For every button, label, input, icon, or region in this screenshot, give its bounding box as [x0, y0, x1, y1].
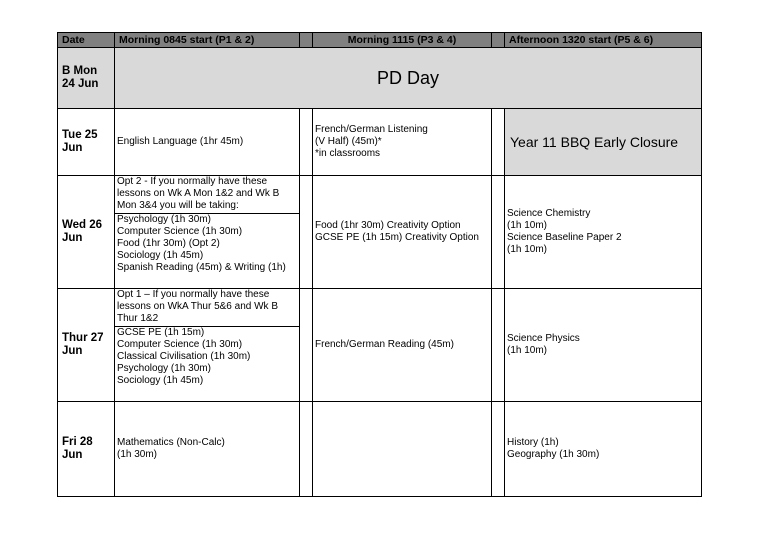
wed-p5-6: Science Chemistry (1h 10m) Science Baseline Paper 2 (1h 10m)	[504, 175, 702, 289]
date-thu: Thur 27 Jun	[57, 288, 115, 402]
tue-p5-6: Year 11 BBQ Early Closure	[504, 108, 702, 176]
wed-spacer-1	[299, 175, 313, 289]
thu-p5-6: Science Physics (1h 10m)	[504, 288, 702, 402]
fri-spacer-1	[299, 401, 313, 497]
header-spacer-1	[299, 32, 313, 48]
exam-timetable	[57, 32, 702, 497]
thu-subject-list: GCSE PE (1h 15m) Computer Science (1h 30m) Classical Civilisation (1h 30m) Psychology (1h 30m) Sociology (1h 45m)	[115, 326, 299, 387]
header-morning-p3-4: Morning 1115 (P3 & 4)	[312, 32, 492, 48]
wed-p1-2	[114, 175, 300, 289]
fri-p3-4	[312, 401, 492, 497]
pd-day-label: PD Day	[376, 67, 439, 88]
fri-spacer-2	[491, 401, 505, 497]
thu-spacer-2	[491, 288, 505, 402]
header-spacer-2	[491, 32, 505, 48]
thu-spacer-1	[299, 288, 313, 402]
fri-p1-2: Mathematics (Non-Calc) (1h 30m)	[114, 401, 300, 497]
wed-subject-list: Psychology (1h 30m) Computer Science (1h 30m) Food (1hr 30m) (Opt 2) Sociology (1h 45m) Spanish Reading (45m) & Writing (1h)	[115, 213, 299, 274]
tue-p1-2: English Language (1hr 45m)	[114, 108, 300, 176]
thu-p1-2	[114, 288, 300, 402]
tue-spacer-2	[491, 108, 505, 176]
header-date: Date	[57, 32, 115, 48]
wed-option-note: Opt 2 - If you normally have these lessons on Wk A Mon 1&2 and Wk B Mon 3&4 you will be taking:	[117, 176, 280, 211]
tue-spacer-1	[299, 108, 313, 176]
header-afternoon-p5-6: Afternoon 1320 start (P5 & 6)	[504, 32, 702, 48]
fri-p5-6: History (1h) Geography (1h 30m)	[504, 401, 702, 497]
date-wed: Wed 26 Jun	[57, 175, 115, 289]
date-fri: Fri 28 Jun	[57, 401, 115, 497]
date-tue: Tue 25 Jun	[57, 108, 115, 176]
tue-p3-4: French/German Listening (V Half) (45m)* *in classrooms	[312, 108, 492, 176]
thu-p3-4: French/German Reading (45m)	[312, 288, 492, 402]
header-morning-p1-2: Morning 0845 start (P1 & 2)	[114, 32, 300, 48]
wed-p3-4: Food (1hr 30m) Creativity Option GCSE PE (1h 15m) Creativity Option	[312, 175, 492, 289]
thu-option-note: Opt 1 – If you normally have these lessons on WkA Thur 5&6 and Wk B Thur 1&2	[117, 289, 279, 324]
date-mon: B Mon 24 Jun	[57, 47, 115, 109]
wed-spacer-2	[491, 175, 505, 289]
pd-day-banner	[114, 47, 702, 109]
